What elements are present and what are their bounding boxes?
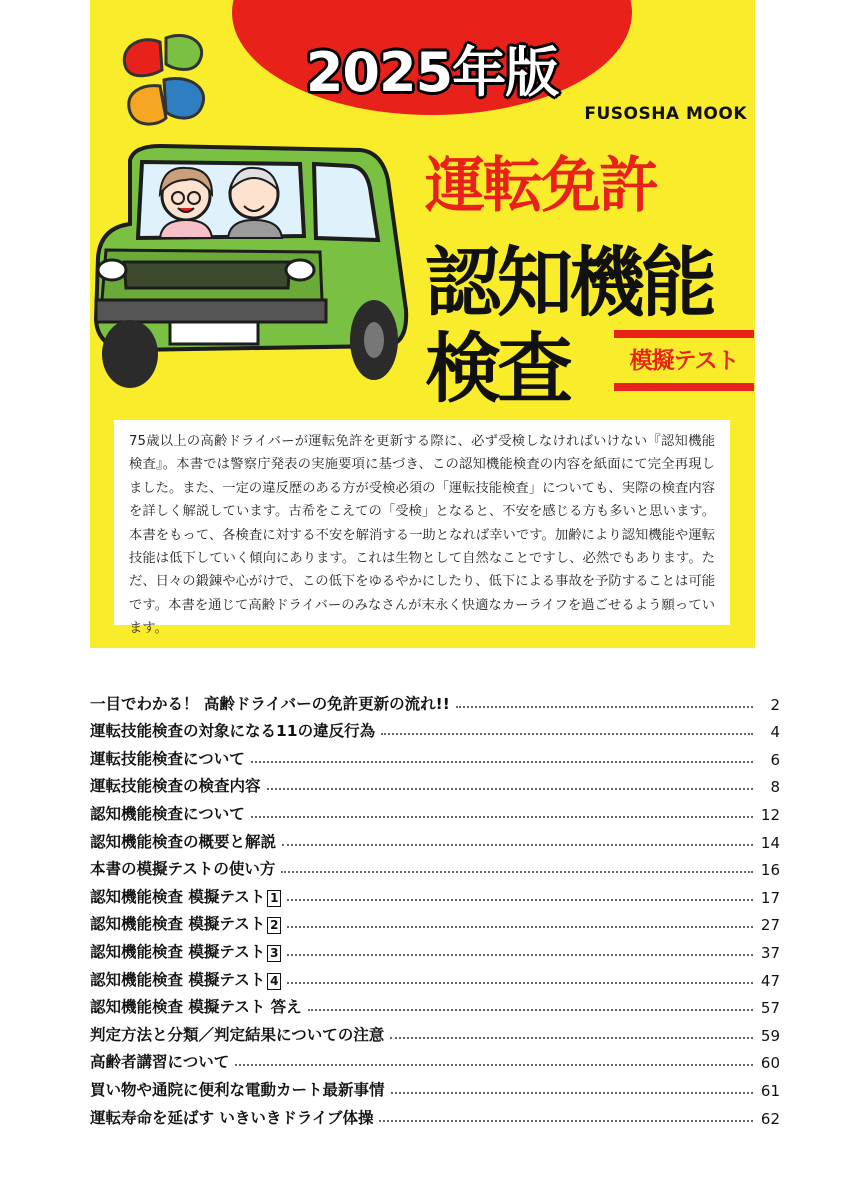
toc-title: 認知機能検査 模擬テスト (90, 942, 266, 961)
toc-test-number: 4 (267, 973, 281, 990)
toc-row[interactable] (90, 879, 780, 907)
toc-leader-dots (390, 1037, 753, 1039)
toc-leader-dots (379, 1120, 753, 1122)
toc-page-number: 57 (760, 999, 780, 1018)
toc-leader-dots (267, 788, 753, 790)
edition-label: 2025年版 (305, 41, 559, 104)
toc-page-number: 61 (760, 1081, 780, 1100)
toc-row[interactable] (90, 741, 780, 769)
toc-page-number: 37 (760, 943, 780, 962)
toc-row[interactable] (90, 796, 780, 824)
toc-page-number: 12 (760, 805, 780, 824)
toc-title: 本書の模擬テストの使い方 (90, 860, 276, 879)
toc-title: 認知機能検査 模擬テスト (90, 887, 266, 906)
toc-leader-dots (251, 816, 753, 818)
toc-page-number: 17 (760, 888, 780, 907)
toc-page-number: 47 (760, 971, 780, 990)
toc-page-number: 62 (760, 1109, 780, 1128)
toc-page-number: 6 (770, 750, 780, 769)
toc-leader-dots (287, 954, 753, 956)
toc-title: 一目でわかる！ 高齢ドライバーの免許更新の流れ!! (90, 694, 450, 713)
title-line-3: 検査 (425, 324, 569, 413)
toc-leader-dots (308, 1009, 753, 1011)
description-box: 75歳以上の高齢ドライバーが運転免許を更新する際に、必ず受検しなければいけない『認知機能検査』。本書では警察庁発表の実施要項に基づき、この認知機能検査の内容を紙面にて完全再現しました。また、一定の違反歴のある方が受検必須の「運転技能検査」についても、実際の検査内容を詳しく解説しています。古希をこえての「受検」となると、不安を感じる方も多いと思います。本書をもって、各検査に対する不安を解消する一助となれば幸いです。加齢により認知機能や運転技能は低下していく傾向にあります。これは生物として自然なことですし、必然でもあります。ただ、日々の鍛錬や心がけで、この低下をゆるやかにしたり、低下による事故を予防することは可能です。本書を通じて高齢ドライバーのみなさんが末永く快適なカーライフを過ごせるよう願っています。 (114, 420, 730, 625)
toc-title: 認知機能検査について (90, 804, 245, 823)
toc-row[interactable] (90, 686, 780, 714)
toc-page-number: 59 (760, 1026, 780, 1045)
toc-row[interactable] (90, 1100, 780, 1128)
toc-title: 認知機能検査 模擬テスト 答え (90, 998, 302, 1017)
toc-title: 認知機能検査 模擬テスト (90, 915, 266, 934)
toc-page-number: 60 (760, 1054, 780, 1073)
title-line-1: 運転免許 (425, 151, 657, 221)
publisher-label: FUSOSHA MOOK (584, 104, 747, 124)
toc-row[interactable] (90, 1072, 780, 1100)
toc-title: 買い物や通院に便利な電動カート最新事情 (90, 1080, 385, 1099)
toc-leader-dots (287, 982, 753, 984)
toc-test-number: 2 (267, 917, 281, 934)
toc-page-number: 2 (770, 695, 780, 714)
car-illustration-icon (90, 140, 420, 400)
toc-page-number: 27 (760, 916, 780, 935)
toc-test-number: 3 (267, 945, 281, 962)
toc-title: 認知機能検査の概要と解説 (90, 832, 277, 851)
toc-row[interactable] (90, 962, 780, 990)
toc-leader-dots (281, 871, 753, 873)
toc-leader-dots (456, 706, 753, 708)
toc-leader-dots (235, 1064, 753, 1066)
toc-row[interactable] (90, 852, 780, 880)
toc-page-number: 16 (760, 861, 780, 880)
toc-row[interactable] (90, 714, 780, 742)
subtitle-bottom-rule (614, 383, 754, 391)
toc-leader-dots (287, 926, 753, 928)
toc-row[interactable] (90, 934, 780, 962)
toc-leader-dots (282, 844, 753, 846)
toc-row[interactable] (90, 1017, 780, 1045)
toc-leader-dots (391, 1092, 753, 1094)
toc-title: 運転寿命を延ばす いきいきドライブ体操 (90, 1108, 374, 1127)
toc-row[interactable] (90, 1045, 780, 1073)
toc-leader-dots (381, 733, 753, 735)
toc-row[interactable] (90, 990, 780, 1018)
toc-title: 運転技能検査の検査内容 (90, 777, 261, 796)
toc-row[interactable] (90, 907, 780, 935)
book-cover (90, 0, 755, 648)
toc-title: 判定方法と分類／判定結果についての注意 (90, 1025, 385, 1044)
toc-page-number: 8 (770, 778, 780, 797)
toc-leader-dots (287, 899, 753, 901)
logo-icon (116, 30, 212, 130)
toc-title: 高齢者講習について (90, 1053, 230, 1072)
toc-row[interactable] (90, 824, 780, 852)
toc-title: 運転技能検査の対象になる11の違反行為 (90, 722, 376, 741)
toc-row[interactable] (90, 769, 780, 797)
subtitle-label: 模擬テスト (629, 348, 739, 374)
table-of-contents (90, 686, 780, 1128)
toc-page-number: 14 (760, 833, 780, 852)
toc-page-number: 4 (770, 723, 780, 742)
toc-leader-dots (251, 761, 753, 763)
toc-title: 運転技能検査について (90, 749, 245, 768)
subtitle-top-rule (614, 330, 754, 338)
toc-test-number: 1 (267, 890, 281, 907)
title-line-2: 認知機能 (425, 238, 713, 327)
toc-title: 認知機能検査 模擬テスト (90, 970, 266, 989)
